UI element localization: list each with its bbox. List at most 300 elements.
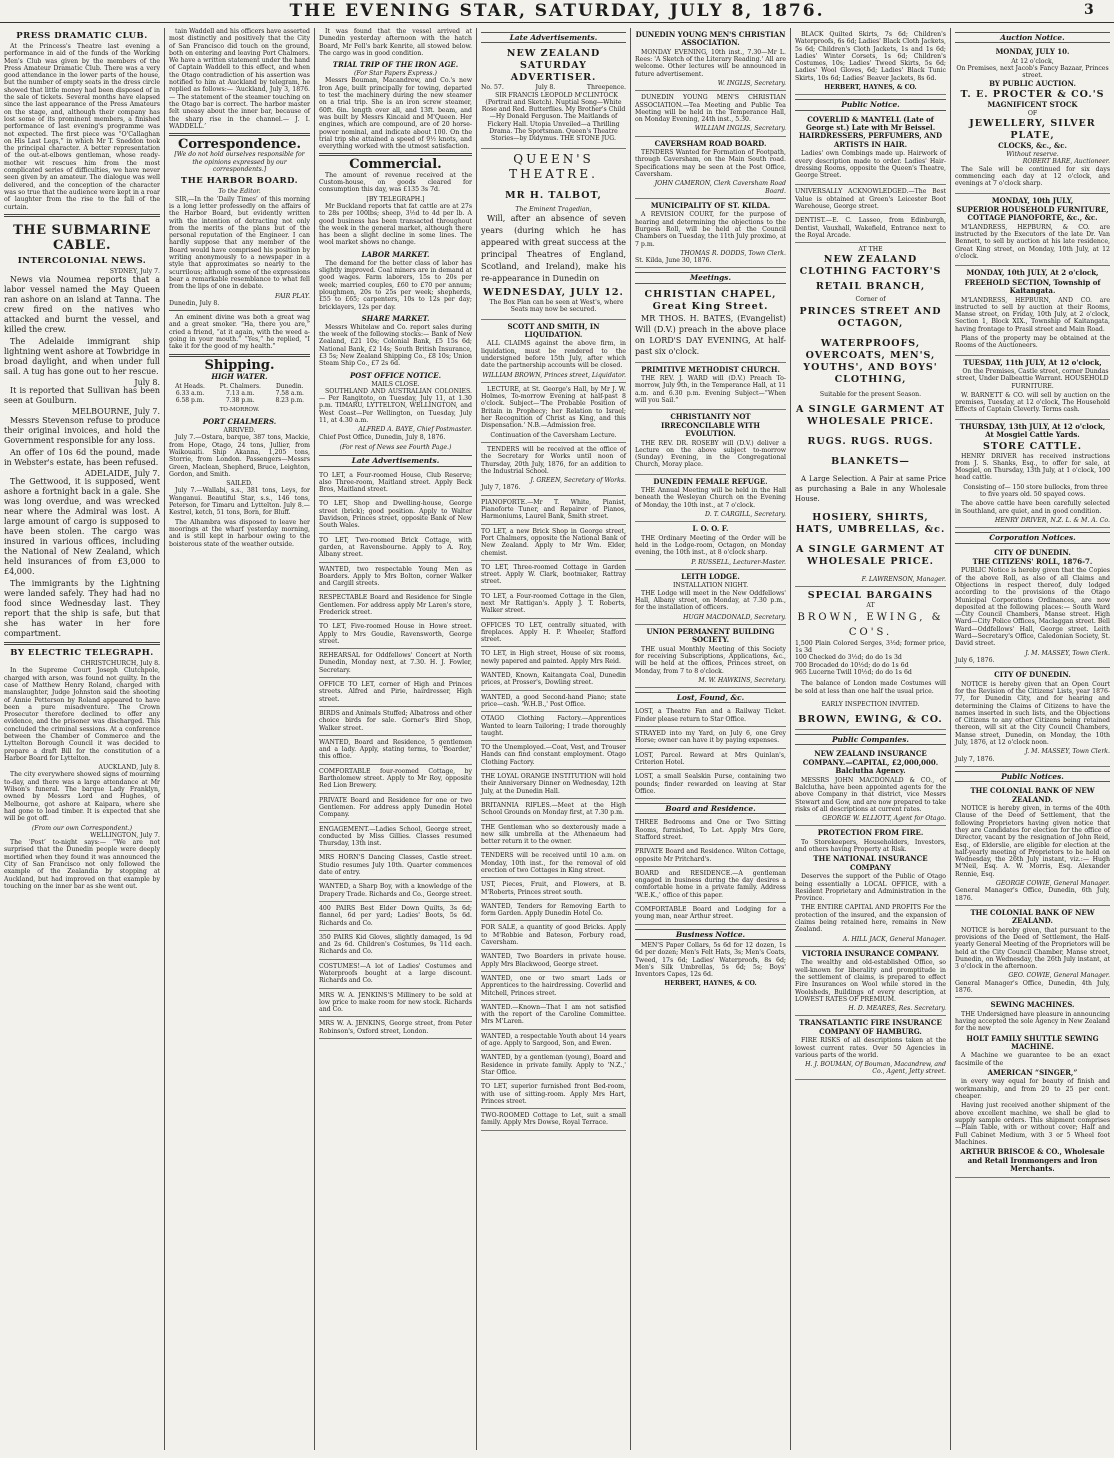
anecdote-body: An eminent divine was both a great wag and a great smoker. “Ha, there you are,” cried a friend, “at it again, with the weed a-going in your mouth.” “Yes,” he replied, “I take it for the good of my health.” (169, 314, 310, 351)
iof-title: I. O. O. F. (692, 524, 729, 534)
ymca-tea-signature: WILLIAM INGLIS, Secretary. (694, 125, 786, 133)
christian-chapel-ad (635, 286, 786, 363)
classified-ad: THE LOYAL ORANGE INSTITUTION will hold their Anniversary Dinner on Wednesday, 12th July, at the Dunedin Hall. (481, 770, 626, 799)
store-cattle-title: STORE CATTLE. (982, 440, 1083, 452)
briscoe-signature: ARTHUR BRISCOE & CO., Wholesale and Retail Ironmongers and Iron Merchants. (960, 1147, 1105, 1173)
classified-ad: STRAYED into my Yard, on July 6, one Grey Horse; owner can have it by paying expenses. (635, 727, 786, 749)
victoria-insurance-ad (795, 947, 946, 1016)
adelaide-dateline: ADELAIDE, July 7. (84, 468, 160, 478)
colonial-bank-title: THE COLONIAL BANK OF NEW ZEALAND. (970, 786, 1095, 804)
classified-ad: TO LET, Shop and Dwelling-house, George street (brick); good position. Apply to Walter Davidson, Princes street, opposite Bank of New South Wales. (319, 497, 472, 533)
arrived-label: ARRIVED. (223, 427, 256, 435)
tides-cell: 7.13 a.m. (226, 390, 255, 398)
col4-ads-list (481, 496, 626, 1131)
share-body: Messrs Whitelaw and Co. report sales during the week of the following stocks:— Bank of New Zealand, £21 10s; Colonial Bank, £5 15s 6d; National Bank, £2 14s; South British Insurance, £3 5s; New Zealand Shipping Co., £8 10s; Union Steam Ship Co., £7 2s 6d. (319, 323, 472, 368)
tides-cell: 7.38 p.m. (225, 397, 255, 405)
city-of-dunedin: CITY OF DUNEDIN. (994, 547, 1071, 557)
sewing-title: SEWING MACHINES. (990, 1000, 1075, 1010)
tides-header-cell: At Heads. (175, 382, 205, 390)
tides-header-cell: Pt. Chalmers. (219, 382, 261, 390)
classified-ad: RESPECTABLE Board and Residence for Single Gentlemen. For address apply Mr Laren's store, Frederick street. (319, 591, 472, 620)
column-7 (950, 28, 1114, 1450)
suitable-season: Suitable for the present Season. (819, 390, 922, 398)
issue-number: No. 57. (481, 84, 504, 92)
column-3 (314, 28, 476, 1450)
installation-night: INSTALLATION NIGHT. (672, 582, 749, 590)
board-residence-heading: Board and Residence. (635, 803, 786, 814)
classified-ad: COMFORTABLE Board and Lodging for a young man, near Arthur street. (635, 903, 786, 925)
iof-body: THE Ordinary Meeting of the Order will be held in the Lodge-room, Octagon, on Monday evening, the 10th inst., at 8 o'clock sharp. (635, 534, 786, 557)
classified-ad: LOST, a Theatre Fan and a Railway Ticket. Finder please return to Star Office. (635, 705, 786, 727)
freehold-auction-ad (955, 266, 1110, 355)
sailed-body: July 7.—Wallabi, s.s., 381 tons, Leys, for Wanganui. Beautiful Star, s.s., 146 tons, Peterson, for Timaru and Lyttelton. July 8.—Kestrel, ketch, 51 tons, Born, for Bluff. (169, 487, 310, 517)
gettwood-body: The Gettwood, it is supposed, went ashore a fortnight back in a gale. She was long overdue, and was wrecked near where the Admiral was lost. A large amount of cargo is supposed to have been stolen. The cargo was insured in various offices, including the National of New Zealand, which held insurances of from £3,000 to £4,000. (4, 477, 160, 577)
classified-ad: WANTED, a respectable Youth about 14 years of age. Apply to Sargood, Son, and Ewen. (481, 1030, 626, 1052)
leith-lodge-ad (635, 570, 786, 625)
meares-signature: H. D. MEARES, Res. Secretary. (848, 1005, 946, 1013)
sydney-dateline: SYDNEY, July 7. (109, 267, 160, 275)
bec-signature: BROWN, EWING, & CO. (798, 714, 943, 726)
classified-ad: OFFICES TO LET, centrally situated, with fireplaces. Apply H. P. Wheeler, Stafford street. (481, 619, 626, 648)
universally-ad: UNIVERSALLY ACKNOWLEDGED.—The Best Value is obtained at Green's Leicester Boot Warehouse, George street. (795, 185, 946, 214)
leith-body: THE Lodge will meet in the New Oddfellows' Hall, Albany street, on Monday, at 7.30 p.m., for the installation of officers. (635, 589, 786, 612)
procter-auction-ad (955, 45, 1110, 193)
sewing-body: THE Undersigned have pleasure in announcing having accepted the sole Agency in New Zealand for the new (955, 1010, 1110, 1033)
corporation-heading: Corporation Notices. (955, 532, 1110, 543)
court-date: July 7, 1876. (955, 755, 995, 763)
ymca-tea-ad (635, 91, 786, 136)
classified-ad: MRS HORN'S Dancing Classes, Castle street. Studio resumes July 10th. Quarter commences date of entry. (319, 851, 472, 880)
scott-smith-title: SCOTT AND SMITH, IN LIQUIDATION. (507, 321, 600, 339)
large-selection: A Large Selection. A Pair at same Price as purchasing a Bale in any Wholesale House. (795, 475, 946, 504)
talbot-body: Will, after an absence of seven years (during which he has appeared with great success at the principal Theatres of England, Scotland, and Ireland), make his re-appearance in Dunedin on (481, 213, 626, 283)
nz-insurance-ad (795, 747, 946, 826)
jewellery-line: JEWELLERY, SILVER PLATE, (969, 117, 1096, 141)
classified-ad: BIRDS and Animals Stuffed; Albatross and other choice birds for sale. Gorner's Bird Shop, Walker street. (319, 707, 472, 736)
tenders-date: July 7, 1876. (481, 484, 521, 492)
transatlantic-body: FIRE RISKS of all descriptions taken at the lowest current rates. Over 50 Agencies in various parts of the world. (795, 1037, 946, 1059)
ward-body: THE REV. J. WARD will (D.V.) Preach To-morrow, July 9th, in the Temperance Hall, at 11 a.m. and 6.30 p.m. Evening Subject—“When will you Sail.” (635, 375, 786, 405)
hill-signature: A. HILL JACK, General Manager. (842, 935, 946, 943)
scott-smith-signature: WILLIAM BROWN, Princes street, Liquidator. (482, 371, 626, 379)
holt-body: A Machine we guarantee to be an exact facsimile of the (955, 1052, 1110, 1067)
classified-ad: MRS W. A. JENKINS, George street, from Peter Robinson's, Oxford street, London. (319, 1017, 472, 1039)
classified-ad: WANTED, Tenders for Removing Earth to form Garden. Apply Dunedin Hotel Co. (481, 900, 626, 922)
advertiser-contents: SIR FRANCIS LEOPOLD M'CLINTOCK (Portrait and Sketch). Nuptial Song—White Rose and Red. Butterflies. My Brother's Child—Hy Donald Ferguson. The Maitlands of Fickery Hall. Utopia Unveiled—a Thrilling Drama. The Sportsman. Queen's Theatre Stories—by Didymus. THE STONE JUG. (481, 91, 626, 143)
auction-premises: On Premises, next Jacob's Fancy Bazaar, Princes street. (956, 65, 1109, 80)
balance-note: The balance of London made Costumes will be sold at less than one half the usual price. (795, 680, 946, 695)
classified-ad: TO LET, a Four-roomed House, Club Reserve; also Three-room, Maitland street. Apply Beck Bros, Maitland street. (319, 469, 472, 498)
national-body: Deserves the support of the Public of Otago being essentially a LOCAL OFFICE, with a Resident Proprietary and Administration in the Province. (795, 873, 946, 903)
nz-insurance-signature: GEORGE W. ELLIOTT, Agent for Otago. (822, 815, 946, 823)
female-refuge-title: DUNEDIN FEMALE REFUGE. (653, 476, 768, 486)
st-kilda-signature: THOMAS R. DODDS, Town Clerk. (680, 249, 786, 257)
driver-body: HENRY DRIVER has received instructions from J. S. Shanks, Esq., to offer for sale, at Mosgiel, on Thursday, 13th July, at 1 o'clock, 100 head cattle. (955, 452, 1110, 482)
union-building-title: UNION PERMANENT BUILDING SOCIETY. (646, 626, 775, 645)
herbert-haynes-signature: HERBERT, HAYNES, & CO. (664, 980, 757, 988)
at-label: AT (866, 602, 875, 610)
bouman-signature: H. J. BOUMAN, Of Bouman, Macandrew, and Co., Agent, Jetty street. (805, 1061, 946, 1076)
queens-theatre-title: QUEEN'S THEATRE. (509, 151, 598, 181)
christchurch-dateline: CHRISTCHURCH, July 8. (80, 660, 160, 668)
st-kilda-title: MUNICIPALITY OF ST. KILDA. (650, 200, 771, 210)
post-date: Chief Post Office, Dunedin, July 8, 1876. (319, 433, 446, 441)
post-body: SOUTHLAND AND AUSTRALIAN COLONIES.— Per Rangitoto, on Tuesday, July 11, at 1.30 p.m. TIMARU, LYTTELTON, WELLINGTON, and West Coast—Per Wellington, on Tuesday, July 11, at 4.30 a.m. (319, 387, 472, 425)
princes-octagon: PRINCES STREET AND OCTAGON, (799, 305, 942, 329)
lecture-ad (481, 383, 626, 443)
trial-body: Messrs Bouman, Macandrew, and Co.'s new Iron Age, built principally for towing, departed to test the machinery during the new steamer on a trial trip. She is an iron screw steamer, 60ft. 6in. length over all, and 13ft. beam, and was built by Messrs Kincaid and M'Queen. Her engines, which are compound, are of 20 horse-power nominal, and indicate about 100. On the trial trip she attained a speed of 9½ knots, and everything worked with the utmost satisfaction. (319, 77, 472, 151)
classified-ad: WANTED.—Known—That I am not satisfied with the report of the Caroline Committee. Mrs M'Laren. (481, 1001, 626, 1030)
entire-capital: THE ENTIRE CAPITAL AND PROFITS For the protection of the insured, and the expansion of claims being retained here, remains in New Zealand. (795, 904, 946, 934)
corner-of: Corner of (855, 295, 886, 303)
tides-table (169, 383, 310, 405)
iof-ad (635, 522, 786, 570)
dentist-ad: DENTIST.—E. C. Lasseo, from Edinburgh, Dentist, Vauxhall, Wakefield, Entrance next to the Royal Arcade. (795, 214, 946, 243)
wellington-body: The ‘Post’ to-night says:— “We are not surprised that the Dunedin people were deeply mortified when they found it was announced the City of San Francisco not only followed the example of the Zealandia by stopping at Auckland, but had improved on that example by touching on the inner bar as she went out. (4, 839, 160, 890)
classified-ad: BRITANNIA RIFLES.—Meet at the High School Grounds on Monday first, at 7.30 p.m. (481, 799, 626, 821)
nz-insurance-title: NEW ZEALAND INSURANCE COMPANY.—CAPITAL, £2,000,000. Balclutha Agency. (802, 749, 939, 776)
sailed-label: SAILED. (226, 480, 253, 488)
colonial-body: NOTICE is hereby given, in terms of the 40th Clause of the Deed of Settlement, that the following Proprietors having given notice that they are Candidates for election for the office of Director, vacant by the resignation of John Reid, Esq., of Elderslie, are eligible for election at the half-yearly meeting of Proprietors to be held on Wednesday, the 26th July instant, viz.:— Hugh M'Neil, Esq. A. W. Morris, Esq. Alexander Rennie, Esq. (955, 805, 1110, 878)
labor-market-heading: LABOR MARKET. (361, 249, 430, 259)
late-ads-heading: Late Advertisements. (481, 32, 626, 43)
to-editor: To the Editor. (218, 188, 261, 196)
trial-source: (For Star Papers Express.) (354, 70, 437, 78)
newspaper-title: THE EVENING STAR, SATURDAY, JULY 8, 1876. (289, 1, 825, 21)
late-ads-list (319, 469, 472, 1040)
colonial-bank-ad-2 (955, 906, 1110, 998)
at-the: AT THE (858, 246, 883, 254)
transatlantic-ad (795, 1016, 946, 1079)
union-body: THE usual Monthly Meeting of this Society for receiving Subscriptions, Applications, &c., will be held at the offices, Princes street, on Monday, from 7 to 8 o'clock. (635, 645, 786, 675)
citizens-roll-title: THE CITIZENS' ROLL, 1876-7. (972, 556, 1093, 566)
evolution-title: CHRISTIANITY NOT IRRECONCILABLE WITH EVOLUTION. (660, 412, 761, 439)
labor-body: The demand for the better class of labor has slightly improved. Coal miners are in demand at good wages. Farm laborers, 15s to 20s per week; married couples, £60 to £70 per annum; ploughmen, 20s to 25s per week; shepherds, £55 to £65; carpenters, 10s to 12s per day; bricklayers, 12s per day. (319, 259, 472, 311)
hatch-body: It was found that the vessel arrived at Dunedin yesterday afternoon with the hatch Board, Mr Fell's bark Kenrite, all stowed below. The cargo was in good condition. (319, 28, 472, 57)
tides-row (169, 397, 310, 404)
lecture-body: LECTURE, at St. George's Hall, by Mr J. W. Holmes, To-morrow Evening at half-past 8 o'clock. Subject—'The Probable Position of Britain in Prophecy; her Relation to Israel; her Recognition of Christ as King, and this Dispensation.' N.B.—Admission free. (481, 385, 626, 430)
melbourne-body: Messrs Stevenson refuse to produce their original invoices, and hold the Government responsible for any loss. (4, 415, 160, 445)
arrived-body: July 7.—Ostara, barque, 387 tons, Mackie, from Hope, Otago, 24 tons, Jullier, from Waikouaiti. Ship Akanna, 1,205 tons, Storrie, from London. Passengers—Messrs Green, Maclean, Shepherd, Bruce, Leighton, Gordon, and Smith. (169, 434, 310, 478)
female-refuge-body: THE Annual Meeting will be held in the Hall beneath the Wesleyan Church on the Evening of Monday, the 10th inst., at 7 o'clock. (635, 487, 786, 509)
column-6 (790, 28, 950, 1450)
lost-found-heading: Lost, Found, &c. (635, 692, 786, 703)
cowie-signature: GEORGE COWIE, General Manager. (995, 879, 1110, 887)
citizens-roll-ad (955, 546, 1110, 669)
clocks-line: CLOCKS, &c., &c. (998, 140, 1067, 150)
classified-ad: WANTED, by a gentleman (young), Board and Residence in private family. Apply to 'N.Z.,' Star Office. (481, 1051, 626, 1080)
protection-title: PROTECTION FROM FIRE. (817, 828, 924, 838)
landreese-body-2: M'LANDRESS, HEPBURN, AND CO. are instructed to sell by auction at their Rooms, Manse street, on Friday, 10th July, at 2 o'clock, Section 1, Block XIX., Township of Kaitangata, having frontage to Prasil street and Main Road. (955, 296, 1110, 333)
early-inspection: EARLY INSPECTION INVITED. (821, 700, 920, 708)
union-signature: M. W. HAWKINS, Secretary. (698, 676, 786, 684)
tides-header-row (169, 383, 310, 390)
furniture-auction-ad (955, 194, 1110, 267)
lawrenson-signature: F. LAWRENSON, Manager. (861, 576, 946, 584)
brown-ewing-title: BROWN, EWING, & CO'S. (797, 611, 944, 638)
bargain-line: 1,500 Plain Colored Serges, 3½d; former price, 1s 3d (795, 639, 946, 655)
classified-ad: FOR SALE, a quantity of good Bricks. Apply to M'Robbie and Bateson, Forbury road, Caversham. (481, 921, 626, 950)
primitive-methodist-title: PRIMITIVE METHODIST CHURCH. (641, 364, 780, 374)
st-kilda-body: A REVISION COURT, for the purpose of hearing and determining the objections to the Burgess Roll, will be held at the Council Chambers on Tuesday, the 11th July proximo, at 7 p.m. (635, 211, 787, 248)
auckland-dateline: AUCKLAND, July 8. (98, 764, 160, 772)
tenders-body: TENDERS will be received at the office of the Secretary for Works until noon of Thursday, 20th July, 1876, for an addition to the Industrial School. (481, 445, 626, 475)
column-1 (0, 28, 164, 1450)
commercial-heading: Commercial. (349, 157, 442, 173)
hosiery-line: HOSIERY, SHIRTS, HATS, UMBRELLAS, &c. (795, 512, 946, 536)
queens-theatre-ad (481, 149, 626, 320)
tides-cell: 8.23 p.m. (275, 397, 305, 405)
of-label: OF (1027, 110, 1038, 118)
bates-body: MR THOS. H. BATES, (Evangelist) Will (D.V.) preach in the above place on LORD'S DAY EVENING, At half-past six o'clock. (635, 313, 786, 356)
ymca-body: MONDAY EVENING, 10th inst., 7.30—Mr L. Rees: 'A Sketch of the Literary Reading.' All are welcome. Other lectures will be announced in future advertisement. (635, 48, 786, 78)
classified-ad: WANTED, one or two smart Lads or Apprentices to the hairdressing. Coverlid and Mitchell, Princes street. (481, 972, 626, 1001)
high-water-heading: HIGH WATER. (211, 371, 268, 381)
masthead (0, 0, 1114, 23)
date-line: July 8. (134, 378, 160, 388)
sullivan-body: It is reported that Sullivan has been seen at Goulburn. (4, 386, 160, 406)
customs-body: The amount of revenue received at the Custom-house, on goods cleared for consumption this day, was £135 3s 7d. (319, 171, 472, 194)
mails-close: MAILS CLOSE. (371, 380, 420, 388)
classified-ad: 400 PAIRS Best Elder Down Quilts, 3s 6d; flannel, 6d per yard; Ladies' Boots, 5s 6d. Richards and Co. (319, 902, 472, 931)
auckland-body: The city everywhere showed signs of mourning to-day, and there was a large attendance at Mr Wilson's funeral. The barque Lady Franklyn, owned by Messrs Lord and Hughes, of Melbourne, got ashore at Kaipara, where she had gone to load timber. It is expected that she will be got off. (4, 771, 160, 823)
classified-ad: TO LET, in High street, House of six rooms, newly papered and painted. Apply Mrs Reid. (481, 647, 626, 669)
meetings-heading: Meetings. (635, 272, 786, 283)
harbor-board-heading: THE HARBOR BOARD. (180, 176, 299, 187)
massey-signature-2: J. M. MASSEY, Town Clerk. (1025, 748, 1110, 756)
ymca-signature: W. INGLIS, Secretary. (717, 80, 786, 87)
classified-ad: TO LET, a Four-roomed Cottage in the Glen, next Mr Rattigan's. Apply J. T. Roberts, Walker street. (481, 590, 626, 619)
ymca-title: DUNEDIN YOUNG MEN'S CHRISTIAN ASSOCIATION. (635, 30, 786, 48)
superior-furniture: SUPERIOR HOUSEHOLD FURNITURE, COTTAGE PIANOFORTE, &c., &c. (956, 205, 1109, 223)
classified-ad: LOST, a small Sealskin Purse, containing two pounds; finder rewarded on leaving at Star Office. (635, 770, 786, 799)
tides-cell: 6.58 p.m. (175, 397, 205, 405)
bargain-line: 700 Brocaded do 10½d; do do 1s 6d (795, 661, 909, 669)
rugs-line: RUGS. RUGS. RUGS. (807, 436, 934, 448)
talbot-date: WEDNESDAY, JULY 12. (483, 286, 624, 298)
retail-branch: RETAIL BRANCH, (815, 280, 926, 292)
tides-tomorrow: TO-MORROW. (219, 406, 260, 413)
column-5 (630, 28, 790, 1450)
female-refuge-signature: D. T. CARGILL, Secretary. (705, 511, 786, 519)
saturday-advertiser-title: NEW ZEALAND SATURDAY ADVERTISER. (506, 48, 601, 84)
classified-ad: TWO-ROOMED Cottage to Let, suit a small family. Apply Mrs Dowse, Royal Terrace. (481, 1109, 626, 1131)
classified-ad: WANTED, a Sharp Boy, with a knowledge of the Drapery Trade. Richards and Co., George street. (319, 880, 472, 902)
tides-header-cell: Dunedin. (275, 382, 304, 390)
auction-date: MONDAY, JULY 10. (995, 47, 1070, 57)
court-body: NOTICE is hereby given that an Open Court for the Revision of the Citizens' Lists, year 1876-77, for Dunedin City, and for hearing and determining the Claims of Citizens to have the names inserted in such lists, and the Objections of Citizens to any other Citizens being retained thereon, will sit at the City Council Chambers, Manse street, Dunedin, on Monday, the 10th July, 1876, at 12 o'clock noon. (955, 680, 1110, 747)
citizens-date: July 6, 1876. (955, 656, 995, 664)
classified-ad: PRIVATE Board and Residence. Wilton Cottage, opposite Mr Pritchard's. (635, 845, 786, 867)
national-title: THE NATIONAL INSURANCE COMPANY (813, 854, 928, 872)
shipping-heading: Shipping. (204, 357, 275, 373)
ymca-ad (635, 28, 786, 91)
city-of-dunedin-2: CITY OF DUNEDIN. (994, 670, 1071, 680)
primitive-methodist-ad (635, 363, 786, 411)
press-dramatic-body: At the Princess's Theatre last evening a performance in aid of the funds of the Working Men's Club was given by the members of the Press Amateur Dramatic Club. There was a very good attendance in the lower parts of the house, but the number of empty seats in the dress circle showed that little money had been disposed of in the sale of tickets. Several months have elapsed since the last appearance of the Press Amateurs on the stage, and, although their company has lost some of its prominent members, a finished performance of last evening's programme was not expected. The first piece was “O'Callaghan on His Last Legs,” in which Mr T. Sneddon took the principal character. A better representation of the out-at-elbows gentleman, whose ready-mother wit rescues him from the most complicated series of difficulties, we have never seen given by an amateur. The dialogue was well delivered, and the conception of the character was so true that the audience were kept in a roar of laughter from the rise to the fall of the curtain. (4, 43, 160, 211)
furniture-date: MONDAY, 10th JULY, (991, 195, 1074, 205)
freehold-title: FREEHOLD SECTION, Township of Kaitangata. (964, 277, 1101, 296)
port-chalmers-heading: PORT CHALMERS. (202, 417, 277, 427)
classified-ad: COSTUMES!—A lot of Ladies' Costumes and Waterproofs bought at a large discount. Richards and Co. (319, 960, 472, 989)
cowie-office-2: General Manager's Office, Dunedin, 4th July, 1876. (955, 979, 1110, 995)
classified-ad: PRIVATE Board and Residence for one or two Gentlemen. For address apply Dunedin Hotel Company. (319, 794, 472, 823)
coverlid-mantell-ad (795, 113, 946, 186)
leith-lodge-title: LEITH LODGE. (681, 571, 740, 581)
colonial-bank-title-2: THE COLONIAL BANK OF NEW ZEALAND. (970, 907, 1095, 926)
blankets-line: BLANKETS— (831, 456, 910, 468)
classified-ad: THE Gentleman who so dexterously made a new silk umbrella at the Athenaeum had better return it to the owner. (481, 821, 626, 850)
classified-ad: WANTED, a good Second-hand Piano; state price—cash. 'W.H.B.,' Post Office. (481, 691, 626, 713)
classified-ad: WANTED, Board and Residence, 5 gentlemen and a lady. Apply, stating terms, to 'Boarder,' this office. (319, 736, 472, 765)
auction-heading: Auction Notice. (955, 32, 1110, 43)
scott-smith-ad (481, 320, 626, 383)
harbor-signature: FAIR PLAY. (274, 292, 310, 300)
sewing-machines-ad (955, 998, 1110, 1178)
caversham-signature: JOHN CAMERON, Clerk Caversham Road Board. (654, 180, 786, 195)
singer-body: in every way equal for beauty of finish and workmanship, and from 20 to 25 per cent. cheaper. (955, 1078, 1110, 1101)
coverlid-body: Ladies' own Combings made up. Hairwork of every description made to order. Ladies' Hair-dressing Rooms, opposite the Queen's Theatre, George Street. (795, 150, 946, 180)
classified-ad: WANTED, two respectable Young Men as Boarders. Apply to Mrs Bolton, corner Walker and Cargill streets. (319, 563, 472, 592)
classified-ad: BOARD and RESIDENCE.—A gentleman engaged in business during the day desires a comfortable home in a private family. Address 'W.E.K.,' office of this paper. (635, 867, 786, 903)
singer-body-2: Having just received another shipment of the above excellent machine, we shall be glad to supply sample orders. This shipment comprises—Plain Table, with or without cover; Half and Full Cabinet Medium, with 3 or 5 Wheel foot Machines. (955, 1102, 1110, 1146)
adelaide-body: The Adelaide immigrant ship lightning went ashore at Towbridge in broad daylight, and when under full sail. A tug has gone out to her rescue. (4, 337, 160, 377)
classified-ad: TO LET, Three-roomed Cottage in Garden street. Apply W. Clark, bootmaker, Rattray street. (481, 561, 626, 590)
more-news-note: (For rest of News see Fourth Page.) (339, 443, 452, 451)
classified-ad: TO LET, Five-roomed House in Howe street. Apply to Mrs Goudie, Ravensworth, George street. (319, 620, 472, 649)
classified-ad: REHEARSAL for Oddfellows' Concert at North Dunedin, Monday next, at 7.30. H. J. Fowler, Secretary. (319, 649, 472, 678)
coverlid-mantell-title: COVERLID & MANTELL (Late of George st.) Late with Mr Beissel. HAIRDRESSERS, PERFUMERS, AND ARTISTS IN HAIR. (798, 114, 943, 149)
ymca-tea-body: DUNEDIN YOUNG MEN'S CHRISTIAN ASSOCIATION.—Tea Meeting and Public Tea Meeting will be held in the Temperance Hall, on Monday Evening, 24th inst., 5.30. (635, 94, 786, 124)
classified-ad: THREE Bedrooms and One or Two Sitting Rooms, furnished, To Let. Apply Mrs Gore, Stafford street. (635, 816, 786, 845)
transatlantic-title: TRANSATLANTIC FIRE INSURANCE COMPANY OF HAMBURG. (799, 1018, 942, 1036)
talbot-name: MR H. TALBOT, (505, 189, 602, 201)
caversham-continuation: Continuation of the Caversham Lecture. (490, 431, 617, 439)
public-notices-heading: Public Notices. (955, 771, 1110, 782)
waterproofs-line: WATERPROOFS, OVERCOATS, MEN'S, YOUTHS', AND BOYS' CLOTHING, (803, 337, 938, 385)
single-garment: A SINGLE GARMENT AT WHOLESALE PRICE. (795, 404, 946, 428)
classified-ad: TENDERS will be received until 10 a.m. on Monday, 10th inst., for the removal of old erection of two Cottages in King street. (481, 849, 626, 878)
tuesday-body: On the Premises, Castle street, corner Dundas street, Under Dalbeattie Warrant. HOUSEHOLD FURNITURE. (956, 368, 1109, 390)
cattle-note: The above cattle have been carefully selected in Southland, are quiet, and in good condition. (955, 500, 1110, 515)
classified-ad: 350 PAIRS Kid Gloves, slightly damaged, 1s 9d and 2s 6d. Children's Costumes, 9s 11d each. Richards and Co. (319, 931, 472, 960)
waddell-body: tain Waddell and his officers have asserted most distinctly and positively that the City of San Francisco did touch on the ground, both on entering and leaving Port Chalmers. We have a written statement under the hand of Captain Waddell to this effect, and when the Otago contradiction of his assertion was notified to him at Auckland by telegram, he replied as follows:— ‘Auckland, July 3, 1876.— The statement of the steamer touching on the Otago bar is correct. The harbor master felt uneasy about the inner bar, because of the sharp rise in the channel.— J. I. WADDELL.’ (169, 28, 310, 130)
female-refuge-ad (635, 475, 786, 523)
colonial-body-2: NOTICE is hereby given, that pursuant to the provisions of the Deed of Settlement, the Half-yearly General Meeting of the Proprietors will be held at the City Council Chamber, Manse street, Dunedin, on Wednesday, the 26th July instant, at 3 o'clock in the afternoon. (955, 926, 1110, 971)
barnett-body: W. BARNETT & CO. will sell by auction on the premises, Tuesday, at 12 o'clock, The Household Effects of Captain Cleverly. Terms cash. (955, 391, 1110, 414)
thursday-date: THURSDAY, 13th JULY, At 12 o'clock, At Mosgiel Cattle Yards. (959, 421, 1106, 440)
intercolonial-heading: INTERCOLONIAL NEWS. (17, 255, 147, 266)
public-auction: BY PUBLIC AUCTION. (989, 78, 1076, 88)
black-quilted-body: BLACK Quilted Skirts, 7s 6d; Children's Waterproofs, 6s 6d; Ladies' Black Cloth Jackets, 5s 6d; Children's Cloth Jackets, 1s and 1s 6d; Ladies' Winter Corsets, 1s 6d; Children's Costumes, 10s; Ladies' Tweed Skirts, 5s 6d; Ladies' Wool Gloves, 6d; Ladies' Black Tunic Skirts, 10s 6d; Ladies' Beaver Jackets, 8s 6d. (795, 31, 946, 82)
tenders-signature: J. GREEN, Secretary of Works. (530, 477, 626, 485)
classified-ad: OFFICE TO LET, corner of High and Princes streets. Alfred and Pirie, hairdresser, High street. (319, 678, 472, 707)
own-correspondent: (From our own Correspondent.) (31, 824, 133, 832)
singer-title: AMERICAN “SINGER,” (987, 1068, 1078, 1078)
citizens-body: PUBLIC Notice is hereby given that the Copies of the above Roll, as also of all Claims and Objections in respect thereof, duly lodged according to the provisions of the Otago Municipal Corporations Ordinances, are now deposited at the following places:— South Ward—City Council Chambers, Manse street. High Ward—City Police Offices, Maclaggan street. Bell Ward—Oddfellows' Hall, George street. Leith Ward—Secretary's Office, Caledonian Society, St. David street. (955, 567, 1110, 648)
tides-cell: 7.58 a.m. (275, 390, 304, 398)
harbor-date: Dunedin, July 8. (169, 299, 220, 307)
caversham-title: CAVERSHAM ROAD BOARD. (654, 138, 767, 148)
union-building-ad (635, 625, 786, 688)
sydney-body: News via Noumea reports that a labor vessel named the May Queen ran ashore on an island at Tanna. The crew fired on the natives who attacked and burnt the vessel, and killed the crew. (4, 275, 160, 335)
herbert-haynes: HERBERT, HAYNES, & CO. (824, 84, 917, 92)
late-ads-heading: Late Advertisements. (319, 455, 472, 466)
barnett-auction-ad (955, 356, 1110, 420)
revision-court-ad (955, 668, 1110, 767)
melbourne-dateline: MELBOURNE, July 7. (71, 407, 160, 417)
classified-ad: ENGAGEMENT.—Ladies School, George street, conducted by Miss Gillies. Classes resumed Thursday, 13th inst. (319, 823, 472, 852)
nz-clothing-factory-ad (795, 243, 946, 587)
public-notice-heading: Public Notice. (795, 99, 946, 110)
saturday-advertiser-ad (481, 45, 626, 148)
nz-insurance-body: MESSRS JOHN MACDONALD & CO., of Balclutha, have been appointed agents for the above Company in that district, vice Messrs Stewart and Gow, and are now prepared to take risks of all descriptions at current rates. (795, 776, 946, 813)
evolution-lecture-ad (635, 410, 786, 474)
box-plan: The Box Plan can be seen at West's, where Seats may now be secured. (489, 298, 624, 314)
classified-ad: MRS W. A. JENKINS'S Millinery to be sold at low price to make room for new stock. Richards and Co. (319, 989, 472, 1018)
store-cattle-ad (955, 420, 1110, 528)
classified-ad: TO LET, superior furnished front Bed-room, with use of sitting-room. Apply Mrs Hart, Princes street. (481, 1080, 626, 1109)
caversham-body: TENDERS Wanted for Formation of Footpath, through Caversham, on the Main South road. Specifications may be seen at the Post Office, Caversham. (635, 149, 786, 179)
tides-cell: 6.33 a.m. (175, 390, 205, 398)
column-4 (476, 28, 630, 1450)
special-bargains-ad (795, 587, 946, 730)
holt-title: HOLT FAMILY SHUTTLE SEWING MACHINE. (966, 1033, 1099, 1052)
cowie-signature-2: GEO. COWIE, General Manager. (1008, 972, 1110, 980)
caversham-ad (635, 137, 786, 199)
bargain-line: 965 Lucerne Twill 10½d; do do 1s 6d (795, 668, 912, 676)
classified-ad: PIANOFORTE.—Mr T. White, Pianist, Pianoforte Tuner, and Repairer of Pianos, Harmoniums, Laurel Bank, Smith street. (481, 496, 626, 525)
special-bargains-title: SPECIAL BARGAINS (807, 590, 934, 602)
christian-chapel-title: CHRISTIAN CHAPEL, Great King Street. (644, 288, 777, 312)
tuesday-date: TUESDAY, 11th JULY, At 12 o'clock, (963, 357, 1102, 367)
post-office-heading: POST OFFICE NOTICE. (349, 370, 442, 380)
commercial-body: Mr Buckland reports that fat cattle are at 27s to 28s per 100lbs; sheep, 3½d to 4d per lb. A good business has been transacted throughout the week in the general market, although there has been a slight decline in some lines. The wool market shows no change. (319, 202, 472, 247)
offer-body: An offer of 10s 6d the pound, made in Webster's estate, has been refused. (4, 447, 160, 467)
plans-note: Plans of the property may be obtained at the Rooms of the Auctioneers. (955, 335, 1110, 350)
single-garment-2: A SINGLE GARMENT AT WHOLESALE PRICE. (795, 544, 946, 568)
shipping-notes: The Alhambra was disposed to leave her moorings at the wharf yesterday morning, and is still kept in harbour owing to the boisterous state of the weather outside. (169, 518, 310, 548)
classified-ad: TO LET, a new Brick Shop in George street, Port Chalmers, opposite the National Bank of New Zealand. Apply to Mr Wm. Elder, chemist. (481, 525, 626, 561)
christchurch-body: In the Supreme Court Joseph Clutchpole, charged with arson, was found not guilty. In the case of Matthew Henry Roland, charged with manslaughter, Judge Johnston said the shooting of Annie Petterson by Roland appeared to have been a pure misadventure. The Crown Prosecutor therefore declined to offer any evidence, and the prisoner was discharged. This concluded the criminal sessions. At a conference between the Chamber of Commerce and the Lyttelton Borough Council it was decided to prepare a draft Bill for the constitution of a Harbor Board for Lyttelton. (4, 667, 160, 762)
wellington-dateline: WELLINGTON, July 7. (90, 831, 160, 839)
press-dramatic-heading: PRESS DRAMATIC CLUB. (16, 31, 148, 41)
business-body: MEN'S Paper Collars, 5s 6d for 12 dozen, 1s 6d per dozen; Men's Felt Hats, 3s; Men's Coats, Tweed, 17s 6d; Ladies' Waterproofs, 8s 6d; Men's Silk Umbrellas, 5s 6d; 5s; Boys' Inventors Capes, 12s 6d. (635, 941, 786, 979)
classified-ad: COMFORTABLE four-roomed Cottage, by Bartholomew street. Apply to Mr Roy, opposite Red Lion Brewery. (319, 765, 472, 794)
black-quilted-ad (795, 28, 946, 95)
classified-ad: UST, Pieces, Fruit, and Flowers, at B. M'Roberts, Princes street south. (481, 878, 626, 900)
roseby-body: THE REV. DR. ROSEBY will (D.V.) deliver a Lecture on the above subject to-morrow (Sunday) Evening, in the Congregational Church, Moray place. (635, 439, 786, 469)
tides-row (169, 390, 310, 397)
victoria-title: VICTORIA INSURANCE COMPANY. (802, 948, 939, 958)
public-companies-heading: Public Companies. (795, 734, 946, 745)
nz-clothing-title: NEW ZEALAND CLOTHING FACTORY'S (799, 253, 942, 277)
freehold-date: MONDAY, 10th JULY, At 2 o'clock, (966, 268, 1099, 278)
correspondence-heading: Correspondence. (177, 137, 302, 153)
classified-ad: WANTED, Known, Kaitangata Coal, Dunedin prices, at Prosser's, Dowling street. (481, 669, 626, 691)
cowie-office: General Manager's Office, Dunedin, 6th July, 1876. (955, 887, 1110, 902)
massey-signature: J. M. MASSEY, Town Clerk. (1025, 649, 1110, 657)
classified-ad: WANTED, Two Boarders in private house. Apply Mrs Blackwood, George street. (481, 950, 626, 972)
bargain-line: 100 Checked do 3½d; do do 1s 3d (795, 654, 902, 662)
consisting-body: Consisting of— 150 store bullocks, from three to five years old. 50 spayed cows. (963, 483, 1108, 499)
issue-date: July 8. (535, 84, 556, 92)
telegraph-heading: BY ELECTRIC TELEGRAPH. (10, 648, 154, 659)
trial-trip-heading: TRIAL TRIP OF THE IRON AGE. (332, 60, 459, 70)
without-reserve: Without reserve. (1006, 151, 1059, 159)
st-kilda-ad (635, 199, 786, 268)
by-telegraph: [BY TELEGRAPH.] (366, 195, 425, 203)
